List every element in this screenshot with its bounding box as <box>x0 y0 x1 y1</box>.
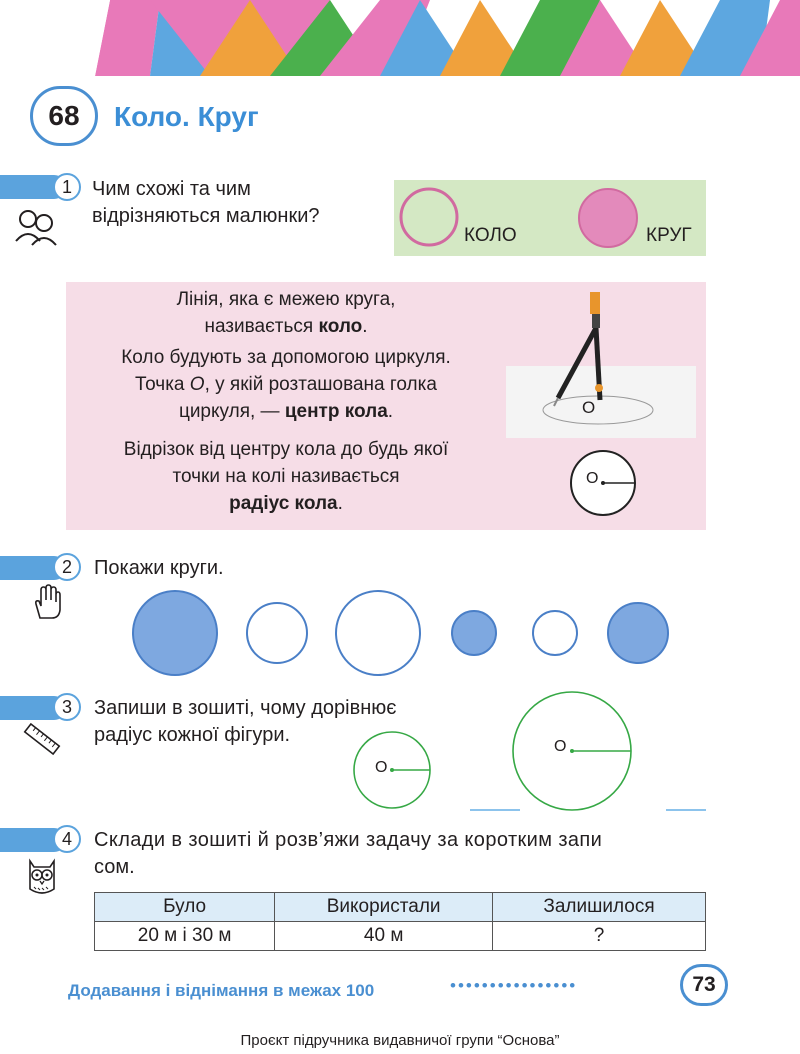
circle-item <box>608 603 668 663</box>
definition-circle: Лінія, яка є межею круга, називається коло. <box>176 289 396 337</box>
table-cell: 40 м <box>275 922 493 951</box>
task-1-text: Чим схожі та чим відрізняються малюнки? <box>92 178 320 227</box>
hand-icon <box>32 584 62 620</box>
disk-filled <box>576 186 640 250</box>
table-header: Використали <box>275 893 493 922</box>
radius-center-label: О <box>586 470 599 487</box>
task-number: 2 <box>53 553 81 581</box>
page-number: 73 <box>680 964 728 1006</box>
compass-center-label: О <box>582 398 596 417</box>
task-3-text: Запиши в зошиті, чому дорівнює радіус кожної фігури. <box>94 697 397 746</box>
circle-item <box>247 603 307 663</box>
lesson-title: Коло. Круг <box>114 101 259 132</box>
owl-icon <box>24 855 60 897</box>
table-cell: ? <box>493 922 706 951</box>
definition-box <box>66 282 706 530</box>
lesson-number: 68 <box>30 86 98 146</box>
compass-icon <box>506 288 696 440</box>
definition-radius: Відрізок від центру кола до будь якої точки на колі називається радіус кола. <box>123 439 449 514</box>
task-number: 3 <box>53 693 81 721</box>
small-circle-center-label: О <box>375 759 388 776</box>
large-green-circle <box>511 690 633 812</box>
circle-item <box>133 591 217 675</box>
header-banner <box>0 0 800 76</box>
footer-topic: Додавання і віднімання в межах 100 <box>68 981 375 1000</box>
divider <box>470 809 520 811</box>
table-header: Було <box>95 893 275 922</box>
task-2-text: Покажи круги. <box>94 557 224 579</box>
circle-item <box>336 591 420 675</box>
footer-dots: •••••••••••••••• <box>450 976 578 995</box>
table-row <box>95 922 706 951</box>
small-green-circle <box>352 730 432 810</box>
radius-diagram <box>568 448 638 518</box>
circle-vs-disk-panel <box>394 180 706 256</box>
table-header: Залишилося <box>493 893 706 922</box>
circle-item <box>533 611 577 655</box>
ruler-icon <box>22 722 62 756</box>
circle-item <box>452 611 496 655</box>
problem-table <box>94 892 706 951</box>
definition-center: Коло будують за допомогою циркуля. Точка О, у якій розташована голка циркуля, — центр кола. <box>121 347 451 422</box>
task-number: 1 <box>53 173 81 201</box>
large-circle-center-label: О <box>554 738 567 755</box>
divider <box>666 809 706 811</box>
publisher-credit: Проєкт підручника видавничої групи “Основа” <box>240 1032 560 1049</box>
circle-outline <box>398 186 460 248</box>
people-icon <box>14 207 60 247</box>
table-cell: 20 м і 30 м <box>95 922 275 951</box>
disk-label: КРУГ <box>646 225 692 246</box>
circles-row <box>125 590 735 676</box>
task-4-text: Склади в зошиті й розв’яжи задачу за коротким запи сом. <box>94 829 603 878</box>
task-number: 4 <box>53 825 81 853</box>
circle-label: КОЛО <box>464 225 517 246</box>
